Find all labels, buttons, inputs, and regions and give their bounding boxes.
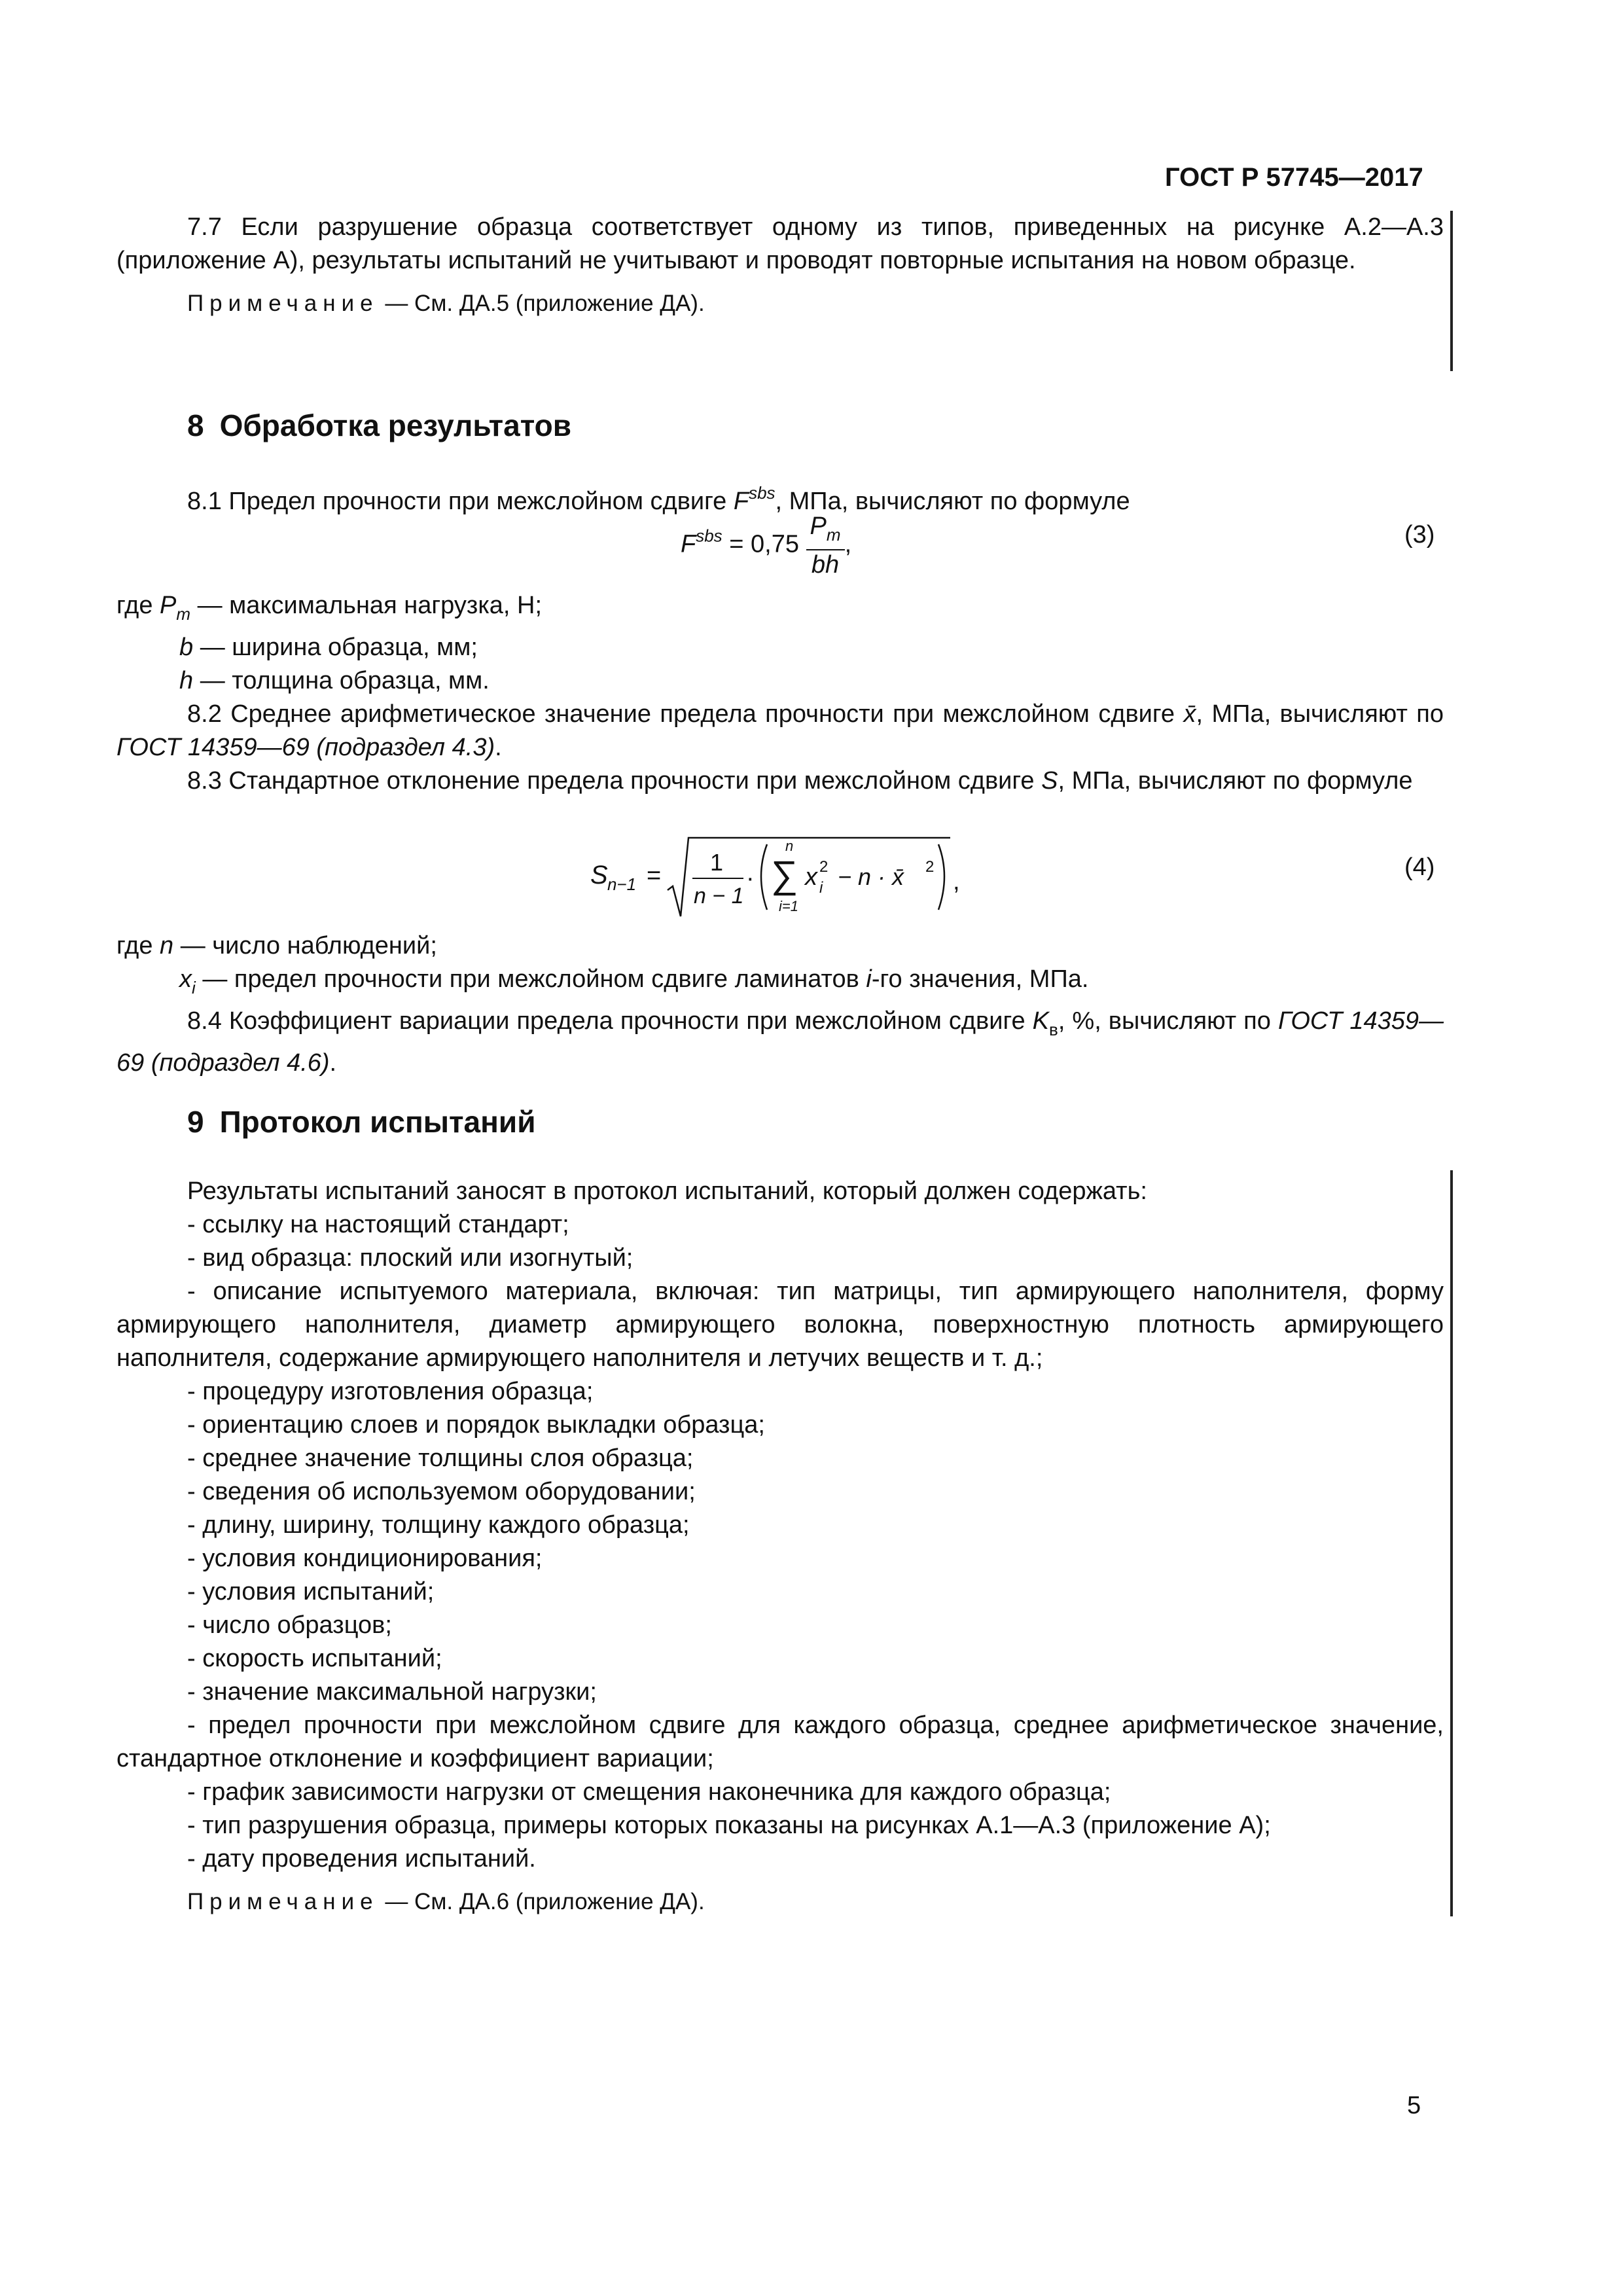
list-item: - дату проведения испытаний. [187,1845,536,1873]
change-bar-bottom [1450,1170,1453,1916]
note-da5 [116,287,1444,320]
clause-8-1-tail: , МПа, вычисляют по формуле [775,488,1130,515]
list-item: - среднее значение толщины слоя образца; [187,1444,694,1472]
list-item: - значение максимальной нагрузки; [187,1678,597,1706]
list-item: - описание испытуемого материала, включая: тип матрицы, тип армирующего наполнителя, форму армирующего наполнителя, диаметр армирующего волокна, поверхностную плотность армирующего наполнителя, содержание армирующего наполнителя и летучих веществ и т. д.; [116,1278,1444,1372]
section-9-heading [187,1103,535,1140]
eq4-lhs: S [590,861,608,889]
eq4-sum-top: n [785,838,794,854]
where-list-3: где $P_m$ — максимальная нагрузка, Н; b — ширина образца, мм; h — толщина образца, мм. 8.2 Среднее арифметическое значение предела прочности при межслойном сдвиге x̄, МПа, вычисляют по ГОСТ 14359—69 (подраздел 4.3). 8.3 Стандартное отклонение предела прочности при межслойном сдвиге S, МПа, вычисляют по формуле [116,589,1444,798]
equation-4-number: (4) [1404,853,1435,881]
list-item: - число образцов; [187,1611,392,1639]
list-item: - сведения об используемом оборудовании; [187,1478,696,1505]
symbol-fsbs-sup: sbs [749,483,776,503]
clause-8-2: 8.2 Среднее арифметическое значение предела прочности при межслойном сдвиге x̄, МПа, вычисляют по ГОСТ 14359—69 (подраздел 4.3). [116,700,1444,761]
clause-8-4: 8.4 Коэффициент вариации предела прочности при межслойном сдвиге $K_в$, %, вычисляют по ГОСТ 14359—69 (подраздел 4.6). [116,1007,1444,1077]
list-item: - ссылку на настоящий стандарт; [187,1211,569,1238]
list-item: - длину, ширину, толщину каждого образца; [187,1511,690,1539]
change-bar-top [1450,211,1453,371]
list-item: - вид образца: плоский или изогнутый; [187,1244,633,1272]
list-item: - условия испытаний; [187,1578,435,1605]
eq4-minus-term: − n · x̄ [838,863,904,890]
protocol-intro: Результаты испытаний заносят в протокол испытаний, который должен содержать: [187,1177,1147,1205]
section-8-number: 8 [187,408,204,442]
symbol-fsbs: F [733,488,749,515]
eq4-term-sub: i [819,879,823,897]
note-label: Примечание [187,291,379,316]
clause-8-3: 8.3 Стандартное отклонение предела прочности при межслойном сдвиге S, МПа, вычисляют по формуле [187,767,1413,795]
list-item: - условия кондиционирования; [187,1545,543,1572]
note-label: Примечание [187,1889,379,1914]
eq4-lhs-sub: n−1 [607,874,637,894]
list-item: - процедуру изготовления образца; [187,1378,594,1405]
where-list-4: где n — число наблюдений; $x_i$ — предел прочности при межслойном сдвиге ламинатов i-го значения, МПа. 8.4 Коэффициент вариации предела прочности при межслойном сдвиге $K_в$, %, вычисляют по ГОСТ 14359—69 (подраздел 4.6). [116,929,1444,1080]
clause-8-1-text: 8.1 Предел прочности при межслойном сдвиге [187,488,727,515]
note-text: — См. ДА.6 (приложение ДА). [385,1889,705,1914]
equation-4-svg [589,830,955,922]
protocol-list [116,1175,1444,1918]
eq4-den: n − 1 [694,884,744,908]
eq4-dot: · [746,865,755,892]
page-number: 5 [1407,2092,1421,2119]
list-item: - ориентацию слоев и порядок выкладки образца; [187,1411,765,1439]
clause-7-7 [116,211,1444,320]
list-item: - скорость испытаний; [187,1645,442,1672]
note-da6 [116,1885,1444,1918]
document-page: ГОСТ Р 57745—2017 7.7 Если разрушение образца соответствует одному из типов, приведенных на рисунке А.2—А.3 (приложение А), результаты испытаний не учитывают и проводят повторные испытания на новом образце. Примечание — См. ДА.5 (приложение ДА). 8 Обработка результатов 8.1 Предел прочности при межслойном сдвиге $F^{sbs}$, МПа, вычисляют по формуле $F^{sbs} = 0,75$ $\frac{P_m}{bh}$ , (3) где $P_m$ — максимальная нагрузка, Н; b — ширина образца, мм; h — толщина образца, мм. 8.2 Среднее арифметическое значение предела прочности при межслойном сдвиге x̄, МПа, вычисляют по ГОСТ 14359—69 (подраздел 4.3). 8.3 Стандартное отклонение предела прочности при межслойном сдвиге S, МПа, вычисляют по формуле S n−1 = 1 n − 1 · n ∑ i=1 x 2 i − n · x̄ 2 , (4) где n — число наблюдений; $x_i$ — предел прочности при межслойном сдвиге ламинатов i-го значения, МПа. 8.4 Коэффициент вариации предела прочности при межслойном сдвиге $K_в$, %, вычисляют по ГОСТ 14359—69 (подраздел 4.6). 9 Протокол испытаний Результаты испытаний заносят в протокол испытаний, который должен содержать: - ссылку на настоящий стандарт; - вид образца: плоский или изогнутый; - описание испытуемого материала, включая: тип матрицы, тип армирующего наполнителя, форму армирующего наполнителя, диаметр армирующего волокна, поверхностную плотность армирующего наполнителя, содержание армирующего наполнителя и летучих веществ и т. д.; - процедуру изготовления образца; - ориентацию слоев и порядок выкладки образца; - среднее значение толщины слоя образца; - сведения об используемом оборудовании; - длину, ширину, толщину каждого образца; - условия кондиционирования; - условия испытаний; - число образцов; - скорость испытаний; - значение максимальной нагрузки; - предел прочности при межслойном сдвиге для каждого образца, среднее арифметическое значение, стандартное отклонение и коэффициент вариации; - график зависимости нагрузки от смещения наконечника для каждого образца; - тип разрушения образца, примеры которых показаны на рисунках А.1—А.3 (приложение А); - дату проведения испытаний. Примечание — См. ДА.6 (приложение ДА). 5 [0,0,1623,2296]
list-item: - график зависимости нагрузки от смещения наконечника для каждого образца; [187,1778,1111,1806]
eq4-term: x [805,863,817,891]
standard-header: ГОСТ Р 57745—2017 [1165,163,1423,192]
eq4-equals: = [647,862,662,889]
clause-7-7-text: 7.7 Если разрушение образца соответствует одному из типов, приведенных на рисунке А.2—А.3 (приложение А), результаты испытаний не учитывают и проводят повторные испытания на новом образце. [116,213,1444,274]
section-9-title: Протокол испытаний [219,1105,536,1139]
ref-gost-14359-4-3: ГОСТ 14359—69 (подраздел 4.3) [116,734,495,761]
equation-3: $F^{sbs} = 0,75$ $\frac{P_m}{bh}$ , [681,512,852,579]
note-text: — См. ДА.5 (приложение ДА). [385,291,705,316]
eq4-sum-bot: i=1 [779,898,798,914]
list-item: - предел прочности при межслойном сдвиге для каждого образца, среднее арифметическое значение, стандартное отклонение и коэффициент вариации; [116,1712,1444,1772]
ref-gost-14359-4-6: ГОСТ 14359—69 (подраздел 4.6) [116,1007,1444,1077]
eq4-term-sup: 2 [819,858,829,876]
fraction-pm-bh: $\frac{P_m}{bh}$ [806,512,845,579]
section-9-number: 9 [187,1105,204,1139]
section-8-heading [187,407,571,444]
eq4-sum: ∑ [771,853,798,896]
equation-3-number: (3) [1404,521,1435,548]
eq4-right-paren [938,844,944,910]
eq4-one: 1 [710,849,724,876]
eq4-left-paren [761,844,767,910]
section-8-title: Обработка результатов [219,408,571,442]
eq4-sup2: 2 [925,858,935,876]
list-item: - тип разрушения образца, примеры которых показаны на рисунках А.1—А.3 (приложение А); [187,1812,1271,1839]
